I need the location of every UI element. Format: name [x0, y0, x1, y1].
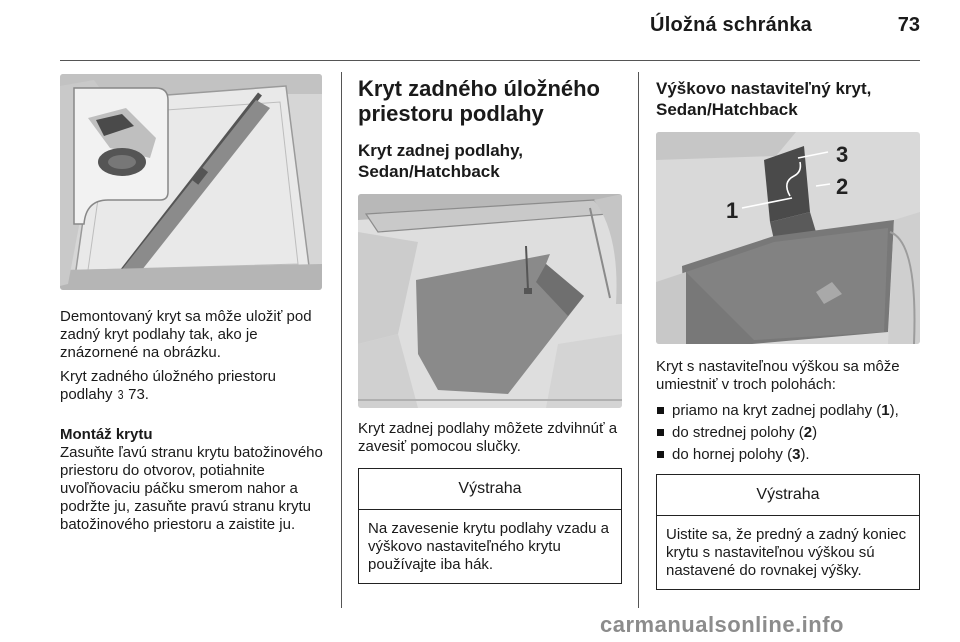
list-item-end: ). [800, 446, 810, 463]
list-item-end: ), [889, 402, 899, 419]
position-list [656, 402, 922, 464]
list-item-ref: 3 [792, 446, 801, 463]
adjustable-cover-illustration [656, 132, 920, 344]
warning-text: Na zavesenie krytu podlahy vzadu a výškovo nastaviteľného krytu používajte iba hák. [368, 520, 609, 573]
right-column [656, 70, 922, 590]
figure-callout-2: 2 [836, 174, 849, 199]
watermark: carmanualsonline.info [600, 612, 844, 637]
warning-title: Výstraha [657, 475, 919, 516]
arrow-ref-icon: 3 [117, 387, 124, 402]
paragraph-positions: Kryt s nastaviteľnou výškou sa môže umiestniť v troch polohách: [656, 358, 900, 393]
section-heading: Kryt zadného úložného priestoru podlahy [358, 76, 600, 126]
list-item [656, 402, 922, 420]
paragraph-storage-note: Demontovaný kryt sa môže uložiť pod zadný kryt podlahy tak, ako je znázornené na obrázku. [60, 308, 312, 361]
paragraph-cross-reference [60, 368, 328, 404]
cross-reference-text: Kryt zadného úložného priestoru podlahy [60, 368, 276, 403]
subheading-installation: Montáž krytu [60, 426, 153, 443]
figure-callout-3: 3 [836, 142, 849, 167]
list-item-end: ) [812, 424, 818, 441]
bullet-square-icon [657, 429, 664, 436]
list-item-text: do hornej polohy ( [672, 446, 793, 463]
list-item-text: priamo na kryt zadnej podlahy ( [672, 402, 882, 419]
section-heading-adjustable: Výškovo nastaviteľný kryt, Sedan/Hatchback [656, 79, 872, 119]
middle-column [358, 70, 624, 584]
page-number: 73 [897, 14, 920, 36]
warning-box [358, 468, 622, 584]
cross-reference-page: 73. [128, 386, 149, 403]
subsection-heading: Kryt zadnej podlahy, Sedan/Hatchback [358, 141, 523, 181]
list-item-ref: 2 [803, 424, 813, 441]
header-rule [60, 60, 920, 61]
stored-cover-illustration [60, 74, 322, 290]
bullet-square-icon [657, 407, 664, 414]
running-header-title: Úložná schránka [650, 14, 812, 36]
column-divider-right [638, 72, 639, 608]
left-column [60, 70, 328, 534]
list-item-ref: 1 [881, 402, 890, 419]
paragraph-lift-cover: Kryt zadnej podlahy môžete zdvihnúť a zavesiť pomocou slučky. [358, 420, 618, 455]
warning-text: Uistite sa, že predný a zadný koniec krytu s nastaviteľnou výškou sú nastavené do rovnakej výšky. [666, 526, 907, 579]
raised-floor-cover-illustration [358, 194, 622, 408]
warning-title: Výstraha [359, 469, 621, 510]
warning-box-adjustable [656, 474, 920, 590]
bullet-square-icon [657, 451, 664, 458]
list-item [656, 424, 922, 442]
column-divider-left [341, 72, 342, 608]
figure-callout-1: 1 [726, 198, 739, 223]
list-item-text: do strednej polohy ( [672, 424, 804, 441]
list-item [656, 446, 922, 464]
paragraph-installation: Zasuňte ľavú stranu krytu batožinového priestoru do otvorov, potiahnite uvoľňovaciu páčku smerom nahor a podržte ju, zasuňte pravú stranu krytu batožinového priestoru a zaistite ju. [60, 444, 323, 533]
